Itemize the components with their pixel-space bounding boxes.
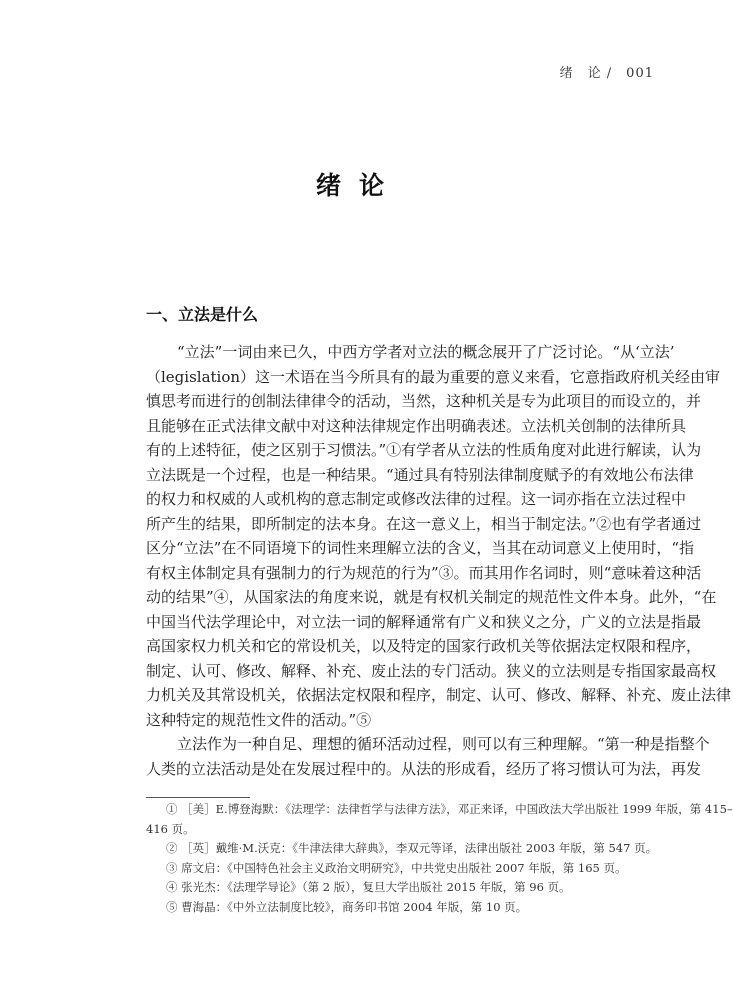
- footnote-divider: [146, 797, 250, 798]
- paragraph-line: “立法”一词由来已久，中西方学者对立法的概念展开了广泛讨论。“从‘立法’: [177, 343, 675, 361]
- paragraph-line: 动的结果”④，从国家法的角度来说，就是有权机关制定的规范性文件本身。此外，“在: [146, 588, 717, 606]
- section-heading: 一、立法是什么: [146, 305, 259, 324]
- footnote: ⑤ 曹海晶：《中外立法制度比较》，商务印书馆 2004 年版，第 10 页。: [166, 899, 528, 914]
- paragraph-line: 制定、认可、修改、解释、补充、废止法的专门活动。狭义的立法则是专指国家最高权: [146, 661, 717, 680]
- body-text: [146, 340, 732, 781]
- footnote: ① ［美］E.博登海默：《法理学：法律哲学与法律方法》，邓正来译，中国政法大学出版社 1999 年版，第 415–: [166, 802, 733, 816]
- paragraph-line: 慎思考而进行的创制法律律令的活动，当然，这种机关是专为此项目的而设立的，并: [146, 392, 702, 410]
- footnotes: [146, 800, 733, 917]
- paragraph-line: 人类的立法活动是处在发展过程中的。从法的形成看，经历了将习惯认可为法，再发: [146, 759, 702, 778]
- footnote: 416 页。: [146, 821, 195, 836]
- paragraph-line: 立法既是一个过程，也是一种结果。“通过具有特别法律制度赋予的有效地公布法律: [146, 465, 694, 484]
- paragraph-line: 力机关及其常设机关，依据法定权限和程序，制定、认可、修改、解释、补充、废止法律: [146, 686, 732, 704]
- paragraph-line: 这种特定的规范性文件的活动。”⑤: [146, 710, 372, 729]
- paragraph-line: 立法作为一种自足、理想的循环活动过程，则可以有三种理解。“第一种是指整个: [177, 735, 710, 753]
- footnote: ② ［英］戴维·M.沃克：《牛津法律大辞典》，李双元等译，法律出版社 2003 年版，第 547 页。: [166, 841, 658, 855]
- paragraph-line: （legislation）这一术语在当今所具有的最为重要的意义来看，它意指政府机关经由审: [146, 367, 721, 386]
- running-head: 绪 论 / 001: [559, 66, 654, 81]
- paragraph-line: 所产生的结果，即所制定的法本身。在这一意义上，相当于制定法。”②也有学者通过: [146, 514, 702, 533]
- paragraph-line: 中国当代法学理论中，对立法一词的解释通常有广义和狭义之分，广义的立法是指最: [146, 612, 702, 631]
- footnote: ③ 席文启：《中国特色社会主义政治文明研究》，中共党史出版社 2007 年版，第 165 页。: [166, 860, 627, 875]
- paragraph-line: 有的上述特征，使之区别于习惯法。”①有学者从立法的性质角度对此进行解读，认为: [146, 441, 702, 459]
- paragraph-line: 区分“立法”在不同语境下的词性来理解立法的含义，当其在动词意义上使用时，“指: [146, 539, 695, 557]
- paragraph-line: 有权主体制定具有强制力的行为规范的行为”③。而其用作名词时，则“意味着这种活: [146, 563, 702, 582]
- chapter-title: 绪论: [315, 171, 402, 200]
- paragraph-line: 且能够在正式法律文献中对这种法律规定作出明确表述。立法机关创制的法律所具: [146, 416, 687, 435]
- paragraph-line: 的权力和权威的人或机构的意志制定或修改法律的过程。这一词亦指在立法过程中: [146, 490, 687, 508]
- paragraph-line: 高国家权力机关和它的常设机关，以及特定的国家行政机关等依据法定权限和程序，: [146, 637, 702, 655]
- footnote: ④ 张光杰：《法理学导论》（第 2 版），复旦大学出版社 2015 年版，第 96 页。: [166, 880, 571, 894]
